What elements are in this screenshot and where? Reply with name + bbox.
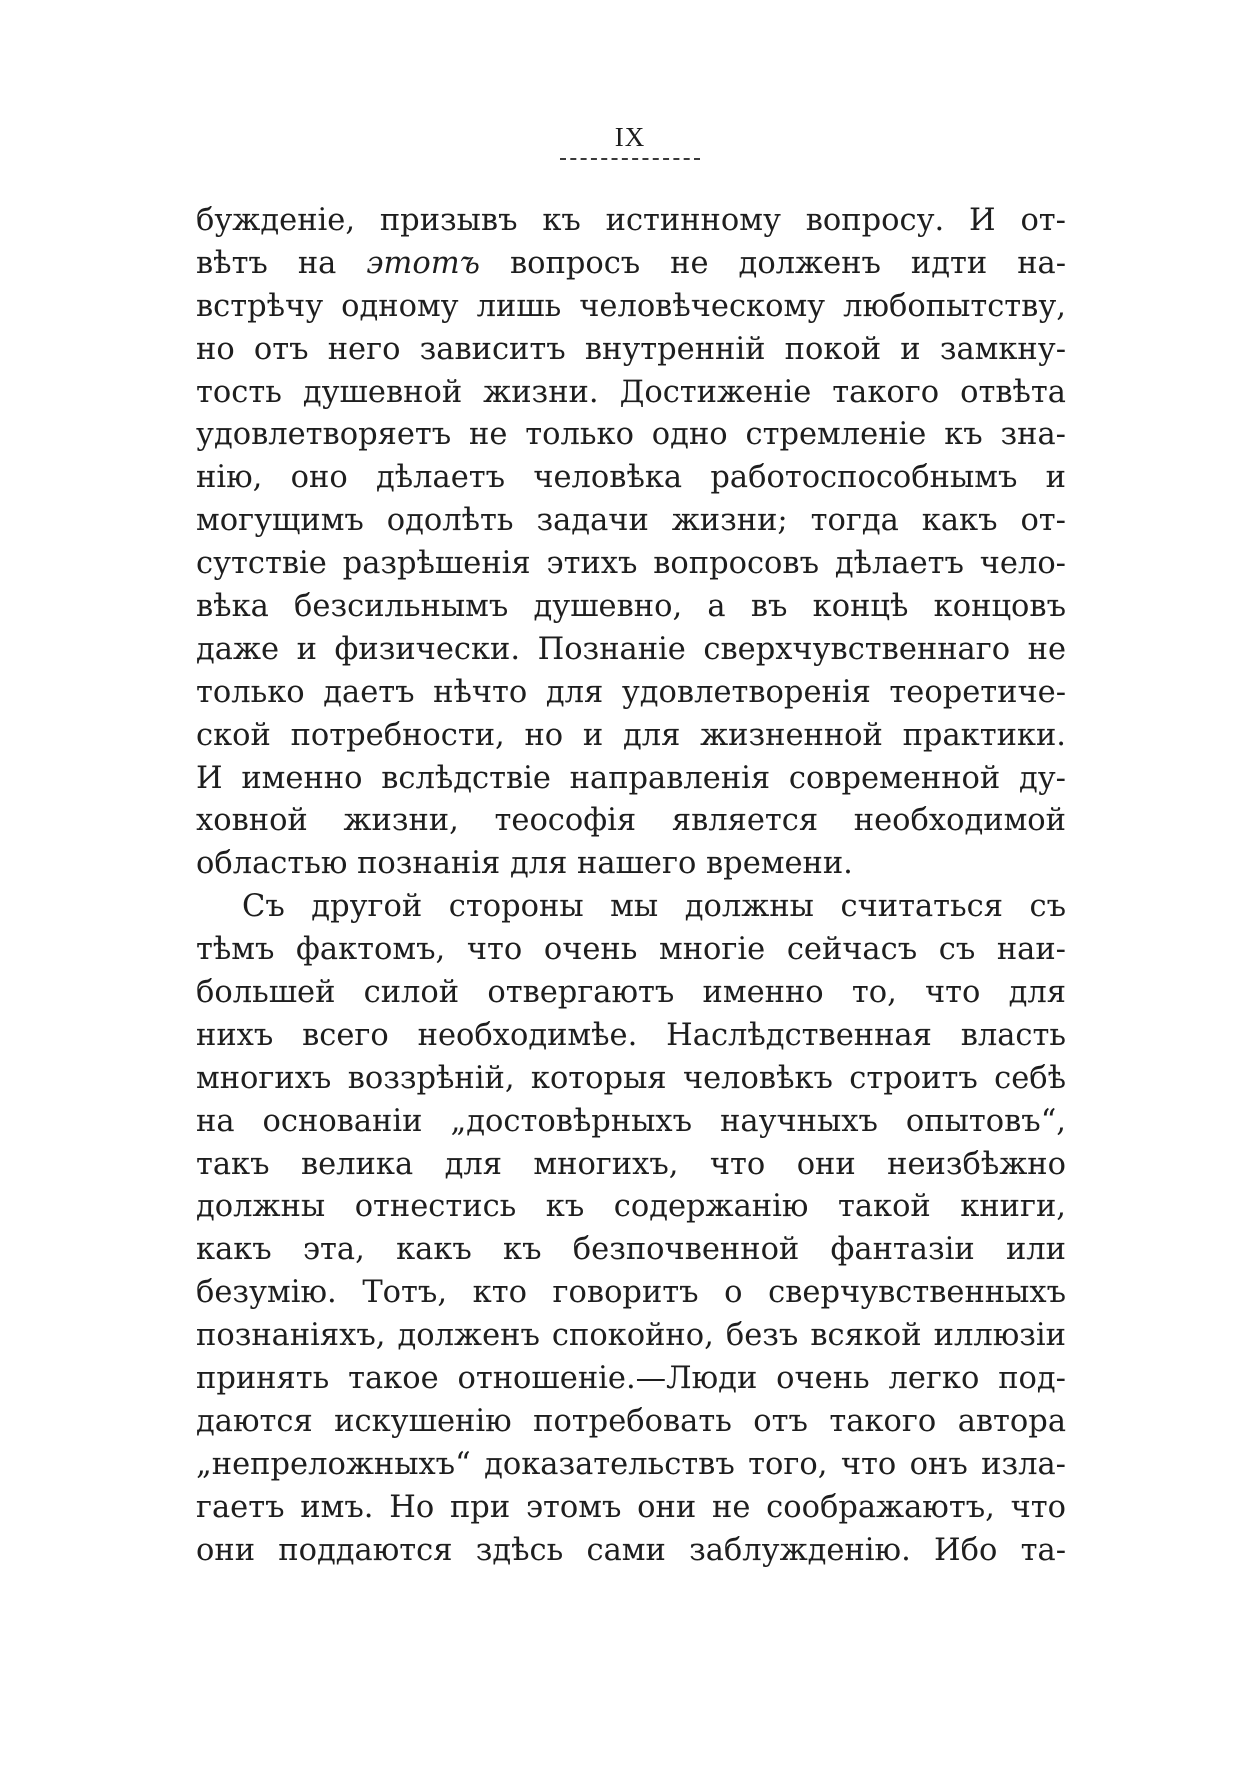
text-line: принять такое отношеніе.—Люди очень легко под- xyxy=(196,1361,1066,1397)
text-line: тость душевной жизни. Достиженіе такого отвѣта xyxy=(196,374,1066,410)
header-rule xyxy=(560,158,700,160)
text-line: вѣка безсильнымъ душевно, а въ концѣ концовъ xyxy=(196,589,1066,625)
text-line: удовлетворяетъ не только одно стремленіе къ зна- xyxy=(196,417,1066,453)
text-line: даются искушенію потребовать отъ такого автора xyxy=(196,1403,1066,1439)
text-line: встрѣчу одному лишь человѣческому любопытству, xyxy=(196,288,1066,324)
text-line: какъ эта, какъ къ безпочвенной фантазіи или xyxy=(196,1232,1066,1268)
text-line: должны отнестись къ содержанію такой книги, xyxy=(196,1189,1066,1225)
text-line: познаніяхъ, долженъ спокойно, безъ всякой иллюзіи xyxy=(196,1318,1066,1354)
text-line: Съ другой стороны мы должны считаться съ xyxy=(242,889,1066,925)
text-line: на основаніи „достовѣрныхъ научныхъ опытовъ“, xyxy=(196,1103,1066,1139)
text-line: ховной жизни, теософія является необходимой xyxy=(196,803,1066,839)
text-line: такъ велика для многихъ, что они неизбѣжно xyxy=(196,1146,1066,1182)
text-line: гаетъ имъ. Но при этомъ они не соображаютъ, что xyxy=(196,1489,1066,1525)
paragraph-1 xyxy=(196,200,1066,886)
text-line: „непреложныхъ“ доказательствъ того, что онъ изла- xyxy=(196,1446,1066,1482)
text-line: многихъ воззрѣній, которыя человѣкъ строитъ себѣ xyxy=(196,1060,1066,1096)
text-line-with-emphasis: вѣтъ на этотъ вопросъ не долженъ идти на- xyxy=(196,245,1066,281)
text-line: сутствіе разрѣшенія этихъ вопросовъ дѣлаетъ чело- xyxy=(196,546,1066,582)
text-line: нихъ всего необходимѣе. Наслѣдственная власть xyxy=(196,1017,1066,1053)
text-line: они поддаются здѣсь сами заблужденію. Ибо та- xyxy=(196,1532,1066,1568)
text-line: большей силой отвергаютъ именно то, что для xyxy=(196,975,1066,1011)
text-line: нію, оно дѣлаетъ человѣка работоспособнымъ и xyxy=(196,460,1066,496)
text-line: только даетъ нѣчто для удовлетворенія теоретиче- xyxy=(196,674,1066,710)
text-line: бужденіе, призывъ къ истинному вопросу. И от- xyxy=(196,203,1066,238)
page-number: IX xyxy=(614,122,646,152)
text-line: могущимъ одолѣть задачи жизни; тогда какъ от- xyxy=(196,503,1066,539)
text-line: тѣмъ фактомъ, что очень многіе сейчасъ съ наи- xyxy=(196,932,1066,968)
body-text xyxy=(196,200,1066,1573)
emphasized-word: этотъ xyxy=(366,245,480,281)
text-line: безумію. Тотъ, кто говоритъ о сверчувственныхъ xyxy=(196,1275,1066,1311)
text-line: даже и физически. Познаніе сверхчувственнаго не xyxy=(196,631,1066,667)
text-line: но отъ него зависитъ внутренній покой и замкну- xyxy=(196,331,1066,367)
text-line: И именно вслѣдствіе направленія современной ду- xyxy=(196,760,1066,796)
text-line: ской потребности, но и для жизненной практики. xyxy=(196,717,1066,753)
text-line: областью познанія для нашего времени. xyxy=(196,846,853,882)
page-header xyxy=(560,122,700,160)
paragraph-2 xyxy=(196,886,1066,1572)
